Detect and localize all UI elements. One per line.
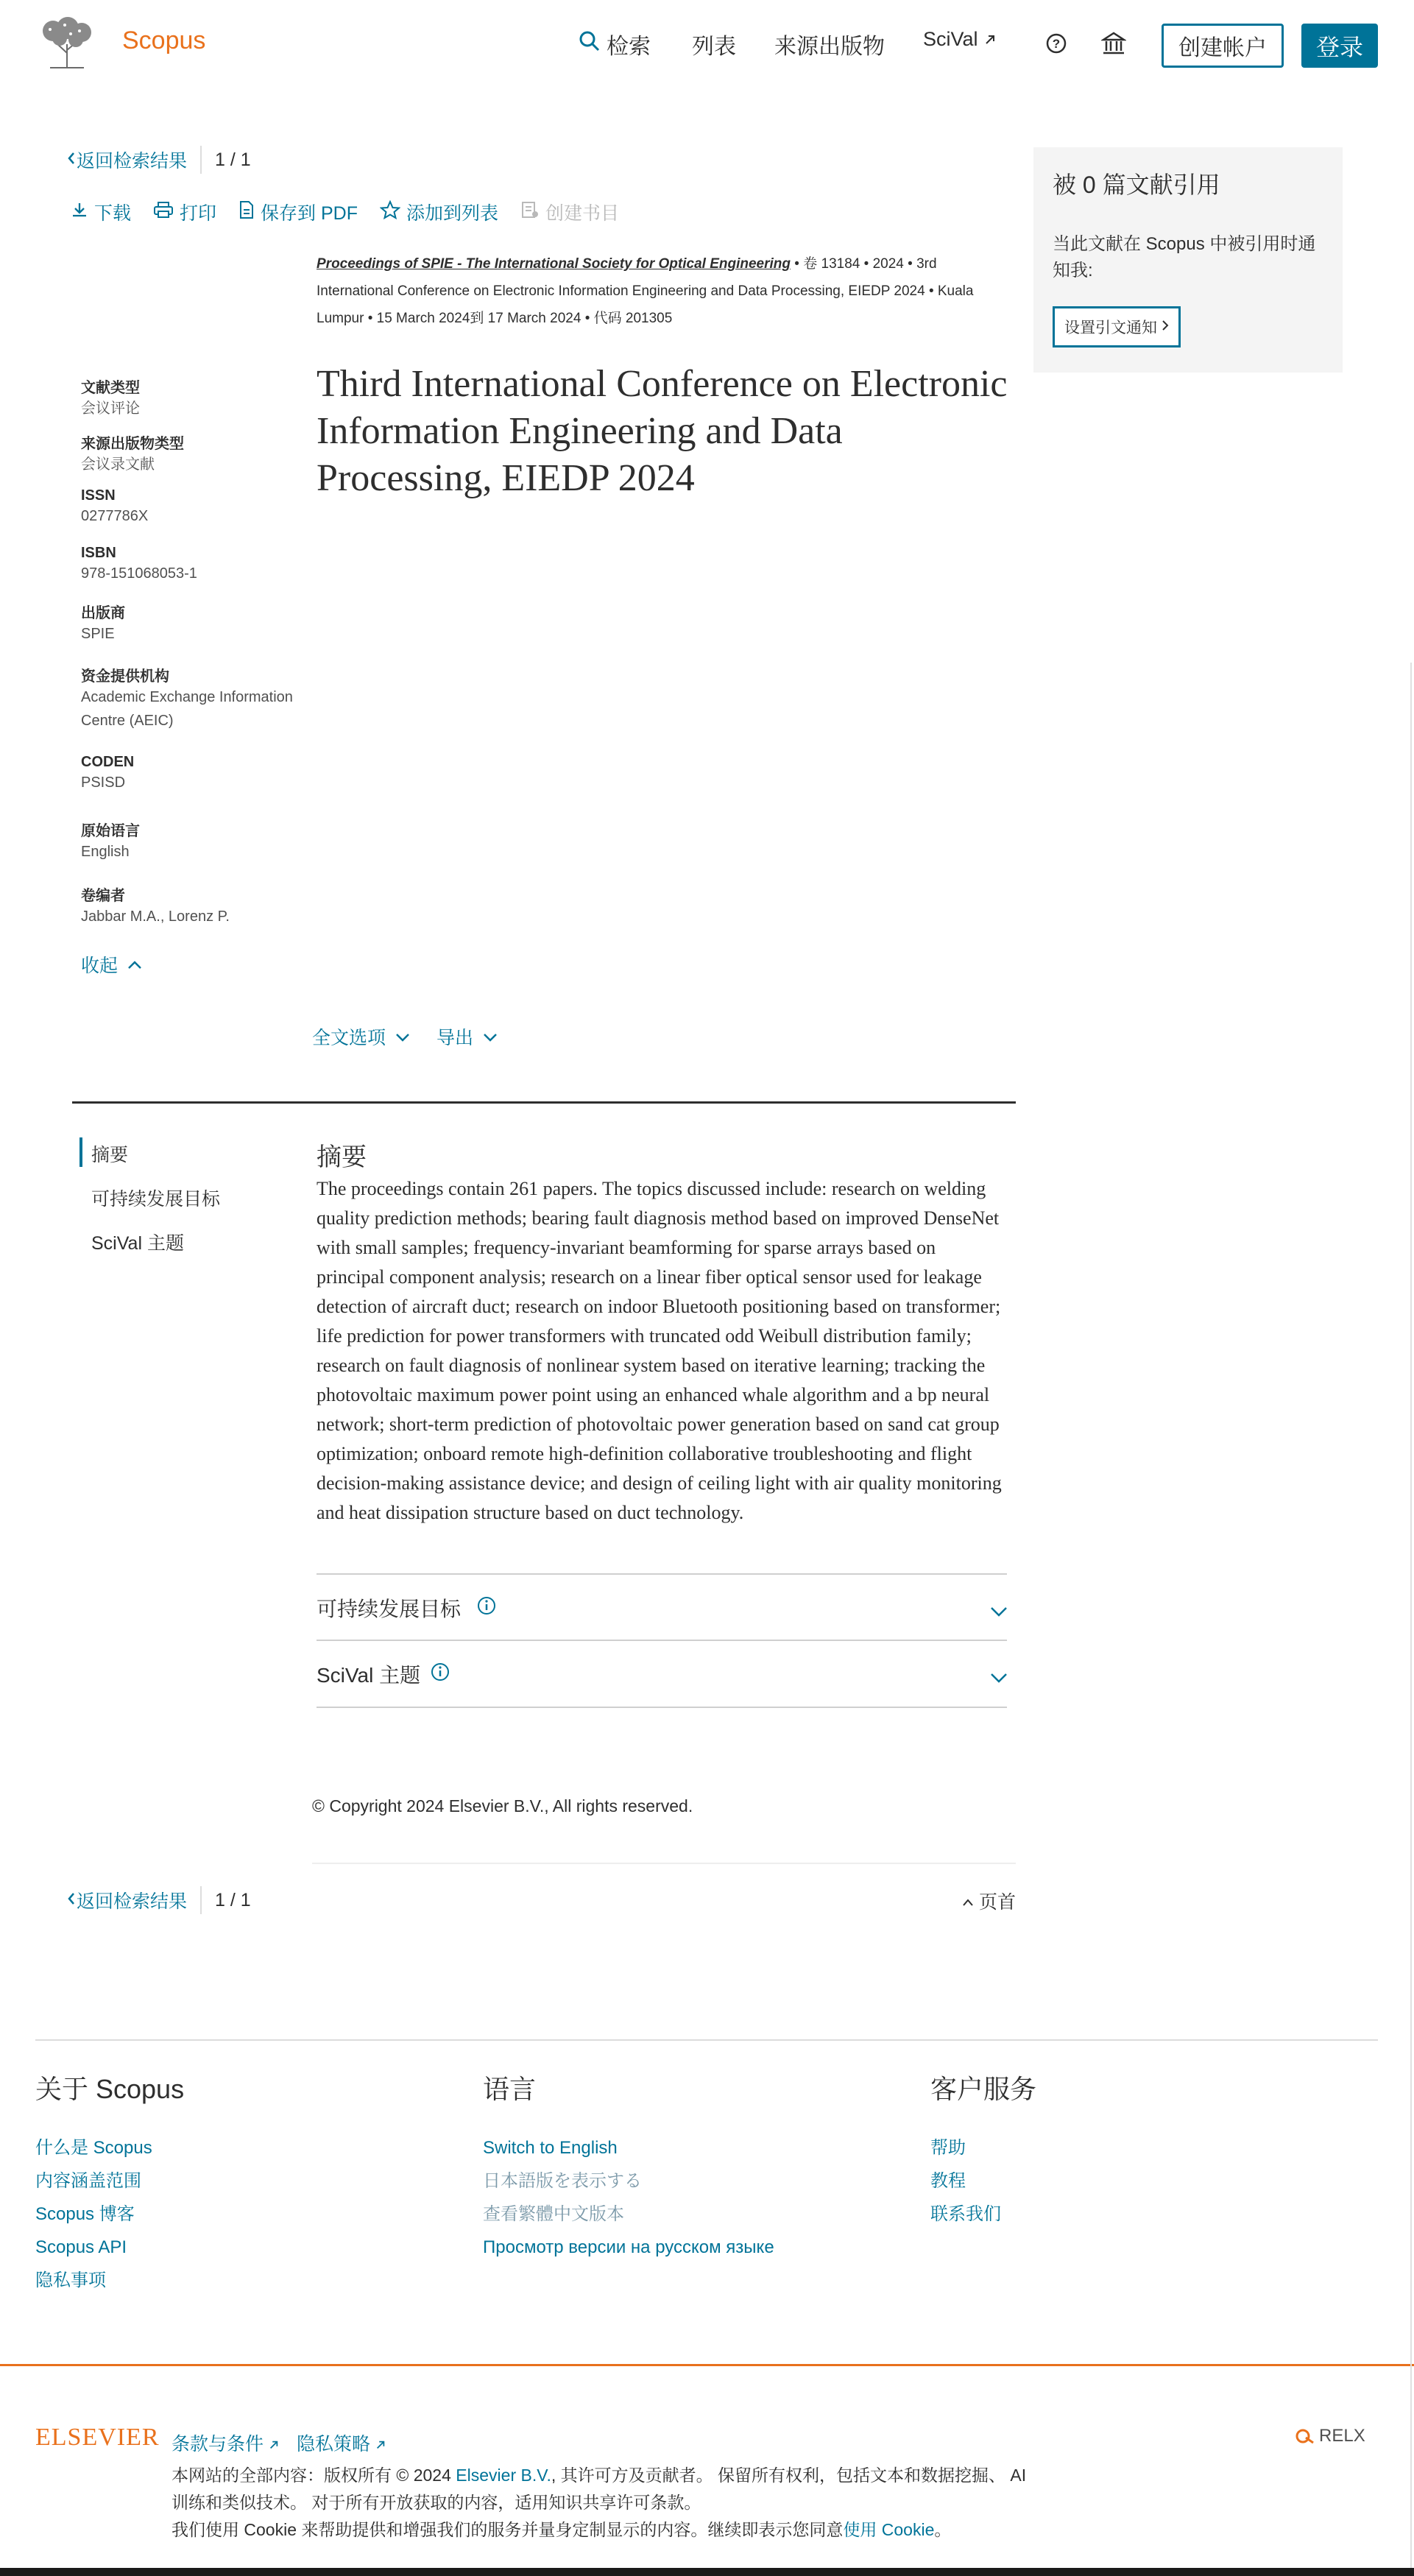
privacy-label: 隐私策略 (296, 2434, 370, 2455)
detail-issn (81, 487, 148, 528)
elsevier-logo[interactable]: ELSEVIER (35, 2424, 160, 2451)
sdg-accordion[interactable] (317, 1575, 1008, 1640)
detail-value: Academic Exchange Information Centre (AEIC) (81, 689, 293, 729)
help-icon[interactable] (1045, 32, 1067, 58)
meta-dot: • (794, 256, 804, 272)
nav-scival[interactable] (923, 28, 996, 51)
terms-link[interactable] (172, 2429, 279, 2456)
back-to-top-label: 页首 (979, 1892, 1017, 1913)
window-bottom-bar (0, 2568, 1414, 2576)
bibliography-icon (520, 200, 540, 225)
breadcrumb (66, 146, 251, 174)
export-label: 导出 (436, 1028, 474, 1048)
detail-value: Jabbar M.A., Lorenz P. (81, 908, 230, 925)
legal-line2-b: 。 (934, 2520, 952, 2539)
detail-source-type (81, 431, 184, 476)
footer-about (35, 2069, 184, 2297)
legal-links (172, 2429, 386, 2456)
legal-line1-a: 本网站的全部内容：版权所有 © 2024 (172, 2466, 456, 2485)
add-to-list-button[interactable] (380, 199, 498, 225)
detail-label: ISBN (81, 545, 116, 561)
detail-label: ISSN (81, 487, 116, 504)
relx-logo[interactable] (1295, 2426, 1365, 2446)
footer-language (483, 2069, 774, 2264)
chevron-up-icon (127, 954, 143, 975)
document-toolbar (71, 199, 619, 225)
print-icon (153, 201, 174, 224)
detail-publisher (81, 601, 125, 646)
language-link-japanese[interactable]: 日本語版を表示する (483, 2171, 642, 2191)
info-icon[interactable] (431, 1662, 450, 1687)
collapse-button[interactable] (81, 951, 143, 978)
back-chevron-icon[interactable] (66, 1890, 77, 1911)
active-indicator (79, 1137, 82, 1167)
chevron-down-icon (989, 1599, 1008, 1623)
citations-panel (1033, 147, 1343, 373)
accordion-divider (317, 1573, 1007, 1575)
document-title: Third International Conference on Electronic Information Engineering and Data Processing, EIEDP 2024 (317, 363, 1008, 499)
detail-editors (81, 883, 230, 928)
download-label: 下载 (94, 203, 132, 224)
back-to-top-link[interactable] (961, 1888, 1016, 1914)
nav-sources[interactable] (774, 28, 885, 60)
set-citation-alert-button[interactable] (1053, 306, 1181, 347)
relx-label: RELX (1319, 2426, 1365, 2446)
nav-sources-label: 来源出版物 (774, 35, 885, 59)
citations-alert-text: 当此文献在 Scopus 中被引用时通知我: (1053, 234, 1316, 280)
volume: 卷 13184 (803, 256, 860, 272)
footer-service (930, 2069, 1036, 2231)
copyright-notice: © Copyright 2024 Elsevier B.V., All rights reserved. (312, 1796, 693, 1815)
search-icon (579, 30, 601, 58)
detail-document-type (81, 375, 140, 420)
sdg-accordion-label: 可持续发展目标 (317, 1598, 462, 1620)
external-link-icon (269, 2440, 279, 2450)
language-link-russian[interactable]: Просмотр версии на русском языке (483, 2237, 774, 2257)
source-metadata (317, 250, 1008, 332)
chevron-down-icon (482, 1026, 498, 1048)
breadcrumb-divider (200, 146, 202, 174)
chevron-down-icon (989, 1665, 1008, 1689)
terms-label: 条款与条件 (172, 2434, 264, 2455)
scrollbar-track[interactable] (1410, 663, 1412, 2576)
create-bibliography-label: 创建书目 (545, 203, 620, 224)
fulltext-options-button[interactable] (312, 1023, 411, 1050)
detail-value: 978-151068053-1 (81, 565, 197, 582)
year: 2024 (872, 256, 904, 272)
detail-label: 出版商 (81, 605, 125, 621)
chevron-up-icon (961, 1891, 975, 1912)
section-nav-scival[interactable]: SciVal 主题 (91, 1233, 184, 1254)
detail-value: 0277786X (81, 508, 149, 524)
footer-orange-rule (0, 2364, 1414, 2366)
scival-accordion-label: SciVal 主题 (317, 1664, 421, 1687)
detail-value: 会议评论 (81, 400, 140, 417)
detail-label: CODEN (81, 754, 135, 770)
login-button[interactable]: 登录 (1301, 24, 1378, 68)
page-indicator: 1 / 1 (215, 1889, 251, 1910)
accordion-divider (317, 1707, 1007, 1708)
info-icon[interactable] (477, 1596, 496, 1620)
elsevier-tree-logo[interactable] (35, 16, 99, 72)
meta-dot: • (908, 256, 917, 272)
meta-dot: • (584, 311, 594, 326)
meta-dot: • (928, 283, 938, 299)
footer-language-title: 语言 (483, 2074, 537, 2104)
meta-dot: • (367, 311, 377, 326)
download-button[interactable] (71, 199, 131, 225)
privacy-link[interactable] (297, 2429, 386, 2456)
save-pdf-label: 保存到 PDF (261, 203, 358, 224)
footer-divider (35, 2039, 1378, 2041)
detail-value: English (81, 844, 130, 860)
scival-accordion[interactable] (317, 1642, 1008, 1707)
footer-link[interactable]: 联系我们 (930, 2204, 1001, 2224)
footer-link[interactable]: 什么是 Scopus (35, 2138, 152, 2158)
footer-link[interactable]: Scopus API (35, 2237, 127, 2257)
chevron-down-icon (395, 1026, 411, 1048)
nav-search-label: 检索 (607, 35, 651, 59)
detail-value: 会议录文献 (81, 456, 155, 473)
detail-label: 原始语言 (81, 823, 140, 839)
chevron-right-icon (1162, 318, 1169, 336)
add-to-list-label: 添加到列表 (406, 203, 498, 224)
save-pdf-button[interactable] (238, 199, 358, 225)
footer-link[interactable]: 帮助 (930, 2138, 966, 2158)
back-to-results-link[interactable]: 返回检索结果 (77, 1891, 188, 1912)
conference-dates: 15 March 2024到 17 March 2024 (376, 311, 581, 326)
detail-label: 来源出版物类型 (81, 436, 184, 452)
detail-value: PSISD (81, 774, 126, 791)
relx-icon (1295, 2428, 1315, 2444)
section-nav (79, 1137, 300, 1255)
set-citation-alert-label: 设置引文通知 (1064, 320, 1157, 336)
detail-label: 卷编者 (81, 888, 125, 904)
external-link-icon (984, 28, 996, 51)
nav-lists-label: 列表 (692, 35, 736, 59)
back-to-results-link[interactable]: 返回检索结果 (77, 151, 188, 172)
detail-isbn (81, 545, 197, 585)
source-title-link[interactable]: Proceedings of SPIE - The International Society for Optical Engineering (317, 256, 791, 272)
institution-icon[interactable] (1101, 31, 1126, 60)
detail-coden (81, 754, 134, 794)
scopus-brand[interactable]: Scopus (122, 27, 206, 54)
footer-link[interactable]: 内容涵盖范围 (35, 2171, 141, 2191)
breadcrumb-divider (200, 1886, 202, 1914)
back-chevron-icon[interactable] (66, 149, 77, 171)
footer-legal-text (172, 2462, 1040, 2544)
breadcrumb-bottom (66, 1886, 251, 1914)
section-divider (72, 1101, 1016, 1104)
conference-name: 3rd International Conference on Electronic Information Engineering and Data Processing, EIEDP 2024 (317, 256, 937, 299)
detail-value: SPIE (81, 626, 115, 642)
footer-about-title: 关于 Scopus (35, 2074, 185, 2104)
create-bibliography-button[interactable] (520, 199, 619, 225)
nav-lists[interactable] (692, 28, 736, 60)
pdf-icon (238, 200, 255, 225)
cookie-link[interactable]: 使用 Cookie (843, 2520, 935, 2539)
nav-search[interactable] (579, 28, 651, 60)
citations-count: 被 0 篇文献引用 (1053, 172, 1220, 198)
footer-link[interactable]: Scopus 博客 (35, 2204, 135, 2224)
bottom-divider (312, 1863, 1016, 1864)
collapse-label: 收起 (81, 956, 119, 976)
meta-dot: • (863, 256, 873, 272)
legal-line2-a: 我们使用 Cookie 来帮助提供和增强我们的服务并量身定制显示的内容。继续即表示您同意 (172, 2520, 844, 2539)
conference-code: 代码 201305 (593, 311, 673, 326)
detail-funding (81, 664, 302, 733)
footer-service-title: 客户服务 (930, 2074, 1037, 2104)
nav-scival-label: SciVal (923, 28, 978, 50)
page-indicator: 1 / 1 (215, 149, 251, 170)
abstract-heading: 摘要 (317, 1143, 367, 1171)
svg-text:?: ? (1052, 37, 1061, 51)
legal-line1-b: , 其许可方及贡献者。 保留所有权利，包括文本和数据挖掘、 AI 训练和类似技术。 对于所有开放获取的内容，适用知识共享许可条款。 (172, 2466, 1027, 2512)
language-link-english[interactable]: Switch to English (483, 2138, 618, 2158)
print-label: 打印 (180, 203, 217, 224)
footer-link[interactable]: 隐私事项 (35, 2270, 106, 2290)
conference-location: Kuala Lumpur (317, 283, 974, 326)
elsevier-bv-link[interactable]: Elsevier B.V. (456, 2466, 551, 2485)
detail-label: 资金提供机构 (81, 668, 169, 685)
detail-language (81, 819, 140, 864)
detail-label: 文献类型 (81, 380, 140, 396)
footer-link[interactable]: 教程 (930, 2171, 966, 2191)
download-icon (71, 201, 88, 224)
create-account-button[interactable]: 创建帐户 (1162, 24, 1284, 68)
fulltext-options-label: 全文选项 (312, 1028, 386, 1048)
star-icon (380, 200, 400, 225)
section-nav-sdg[interactable]: 可持续发展目标 (91, 1189, 221, 1210)
accordion-divider (317, 1640, 1007, 1641)
print-button[interactable] (153, 199, 216, 225)
external-link-icon (375, 2440, 386, 2450)
abstract-text: The proceedings contain 261 papers. The topics discussed include: research on welding quality prediction methods; bearing fault diagnosis method based on improved DenseNet with small samples; frequency-invariant beamforming for sparse arrays based on principal component analysis; research on a linear fiber optical sensor used for leakage detection of aircraft duct; research on indoor Bluetooth positioning based on transformer; life prediction for power transformers with truncated odd Weibull distribution family; research on fault diagnosis of nonlinear system based on iterative learning; tracking the photovoltaic maximum power point using an enhanced whale algorithm and a bp neural network; short-term prediction of photovoltaic power generation based on sand cat group optimization; onboard remote high-definition collaborative troubleshooting and flight decision-making assistance device; and design of ceiling light with air quality monitoring and heat dissipation structure based on duct technology. (317, 1178, 1002, 1523)
language-link-traditional-chinese[interactable]: 查看繁體中文版本 (483, 2204, 624, 2224)
section-nav-abstract[interactable]: 摘要 (91, 1145, 129, 1165)
export-button[interactable] (436, 1023, 498, 1050)
